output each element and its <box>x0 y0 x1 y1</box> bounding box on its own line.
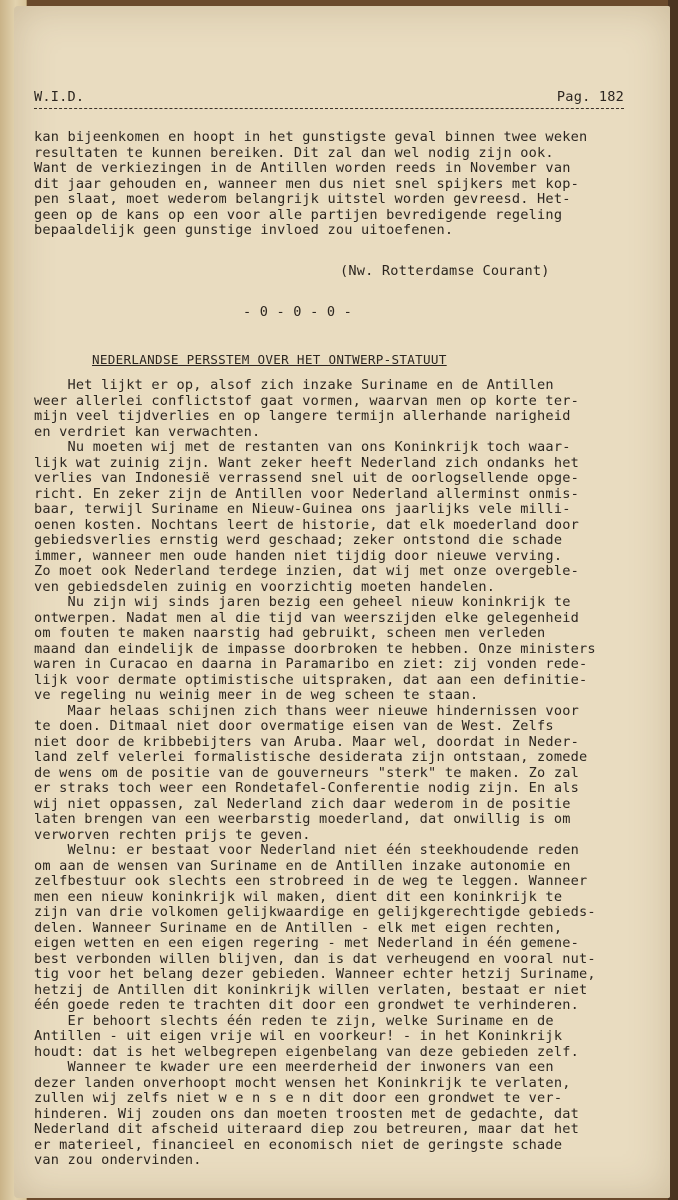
body-line: dezer landen onverhoopt mocht wensen het Koninkrijk te verlaten, <box>34 1074 571 1091</box>
page-number: Pag. 182 <box>556 89 624 105</box>
body-line: tig voor het belang dezer gebieden. Wanneer echter hetzij Suriname, <box>34 966 596 982</box>
body-line: er materieel, financieel en economisch niet de geringste schade <box>34 1136 563 1153</box>
body-line: zelfbestuur ook slechts een strobreed in de weg te leggen. Wanneer <box>34 873 588 889</box>
intro-line: resultaten te kunnen bereiken. Dit zal dan wel nodig zijn ook. <box>34 144 554 161</box>
article-title: NEDERLANDSE PERSSTEM OVER HET ONTWERP-STATUUT <box>92 352 447 367</box>
body-line: zullen wij zelfs niet w e n s e n dit door een grondwet te ver- <box>34 1090 563 1106</box>
body-line: waren in Curacao en daarna in Paramaribo en ziet: zij vonden rede- <box>34 656 588 672</box>
body-line: zijn van drie volkomen gelijkwaardige en gelijkgerechtigde gebieds- <box>34 904 596 920</box>
body-line: eigen wetten en een eigen regering - met Nederland in één gemene- <box>34 935 579 951</box>
body-line: Nu zijn wij sinds jaren bezig een geheel nieuw koninkrijk te <box>34 594 571 610</box>
intro-paragraph <box>34 130 587 239</box>
body-line: Er behoort slechts één reden te zijn, welke Suriname en de <box>34 1012 554 1029</box>
body-line: Nederland dit afscheid uiteraard diep zou betreuren, maar dat het <box>34 1121 579 1137</box>
section-separator: - 0 - 0 - 0 - <box>243 304 352 320</box>
body-line: houdt: dat is het welbegrepen eigenbelang van deze gebieden zelf. <box>34 1043 579 1060</box>
page-header <box>34 90 624 109</box>
body-line: Antillen - uit eigen vrije wil en voorkeur! - in het Koninkrijk <box>34 1028 563 1044</box>
body-line: lijk voor dermate optimistische uitspraken, dat aan een definitie- <box>34 671 588 688</box>
intro-line: pen slaat, moet wederom belangrijk uitstel worden gevreesd. Het- <box>34 191 571 207</box>
body-line: verworven rechten prijs te geven. <box>34 826 311 843</box>
body-line: immer, wanneer men oude handen niet tijdig door nieuwe verving. <box>34 547 563 564</box>
body-line: niet door de kribbebijters van Aruba. Maar wel, doordat in Neder- <box>34 733 579 750</box>
body-line: Zo moet ook Nederland terdege inzien, dat wij met onze overgeble- <box>34 563 579 579</box>
intro-line: kan bijeenkomen en hoopt in het gunstigste geval binnen twee weken <box>34 129 588 145</box>
body-line: gebiedsverlies ernstig werd geschaad; zeker ontstond die schade <box>34 532 563 548</box>
article-body <box>34 378 596 1169</box>
header-left: W.I.D. <box>34 89 85 105</box>
body-line: verlies van Indonesië verrassend snel uit de oorlogsellende opge- <box>34 470 579 486</box>
body-line: men een nieuw koninkrijk wil maken, dient dit een koninkrijk te <box>34 888 563 905</box>
body-line: weer allerlei conflictstof gaat vormen, waarvan men op korte ter- <box>34 392 579 409</box>
body-line: Wanneer te kwader ure een meerderheid der inwoners van een <box>34 1059 554 1075</box>
body-line: om fouten te maken naarstig had gebruikt, scheen men verleden <box>34 625 546 641</box>
body-line: baar, terwijl Suriname en Nieuw-Guinea ons jaarlijks vele milli- <box>34 501 571 517</box>
body-line: om aan de wensen van Suriname en de Antillen inzake autonomie en <box>34 857 571 874</box>
body-line: land zelf velerlei formalistische desiderata zijn ontstaan, zomede <box>34 749 588 765</box>
body-line: hetzij de Antillen dit koninkrijk willen verlaten, bestaat er niet <box>34 981 588 998</box>
body-line: laten brengen van een weerbarstig moederland, dat onwillig is om <box>34 811 571 827</box>
body-line: wij niet oppassen, zal Nederland zich daar wederom in de positie <box>34 795 571 812</box>
body-line: ontwerpen. Nadat men al die tijd van weerszijden elke gelegenheid <box>34 609 579 626</box>
body-line: van zou ondervinden. <box>34 1152 202 1168</box>
intro-line: geen op de kans op een voor alle partijen bevredigende regeling <box>34 206 563 223</box>
body-line: richt. En zeker zijn de Antillen voor Nederland allerminst onmis- <box>34 485 579 502</box>
body-line: te doen. Ditmaal niet door overmatige eisen van de West. Zelfs <box>34 718 554 734</box>
body-line: hinderen. Wij zouden ons dan moeten troosten met de gedachte, dat <box>34 1105 579 1122</box>
body-line: maand dan eindelijk de impasse doorbroken te hebben. Onze ministers <box>34 640 596 657</box>
body-line: ven gebiedsdelen zuinig en voorzichtig moeten handelen. <box>34 578 496 595</box>
body-line: mijn veel tijdverlies en op langere termijn allerhande narigheid <box>34 408 571 424</box>
body-line: de wens om de positie van de gouverneurs "sterk" te maken. Zo zal <box>34 764 579 781</box>
body-line: delen. Wanneer Suriname en de Antillen - elk met eigen rechten, <box>34 919 563 936</box>
body-line: Welnu: er bestaat voor Nederland niet één steekhoudende reden <box>34 842 579 858</box>
body-line: best verbonden willen blijven, dan is dat verheugend en vooral nut- <box>34 950 596 967</box>
body-line: en verdriet kan verwachten. <box>34 423 261 440</box>
body-line: Nu moeten wij met de restanten van ons Koninkrijk toch waar- <box>34 439 571 455</box>
source-attribution: (Nw. Rotterdamse Courant) <box>340 263 550 279</box>
body-line: één goede reden te trachten dit door een grondwet te verhinderen. <box>34 997 579 1013</box>
body-line: lijk wat zuinig zijn. Want zeker heeft Nederland zich ondanks het <box>34 454 579 471</box>
body-line: ve regeling nu weinig meer in de weg scheen te staan. <box>34 687 479 703</box>
body-line: Maar helaas schijnen zich thans weer nieuwe hindernissen voor <box>34 702 579 719</box>
intro-line: Want de verkiezingen in de Antillen worden reeds in November van <box>34 160 571 176</box>
body-line: Het lijkt er op, alsof zich inzake Suriname en de Antillen <box>34 377 554 393</box>
intro-line: bepaaldelijk geen gunstige invloed zou uitoefenen. <box>34 222 454 238</box>
body-line: er straks toch weer een Rondetafel-Conferentie nodig zijn. En als <box>34 780 579 796</box>
intro-line: dit jaar gehouden en, wanneer men dus niet snel spijkers met kop- <box>34 175 579 192</box>
body-line: oenen kosten. Nochtans leert de historie, dat elk moederland door <box>34 516 579 533</box>
